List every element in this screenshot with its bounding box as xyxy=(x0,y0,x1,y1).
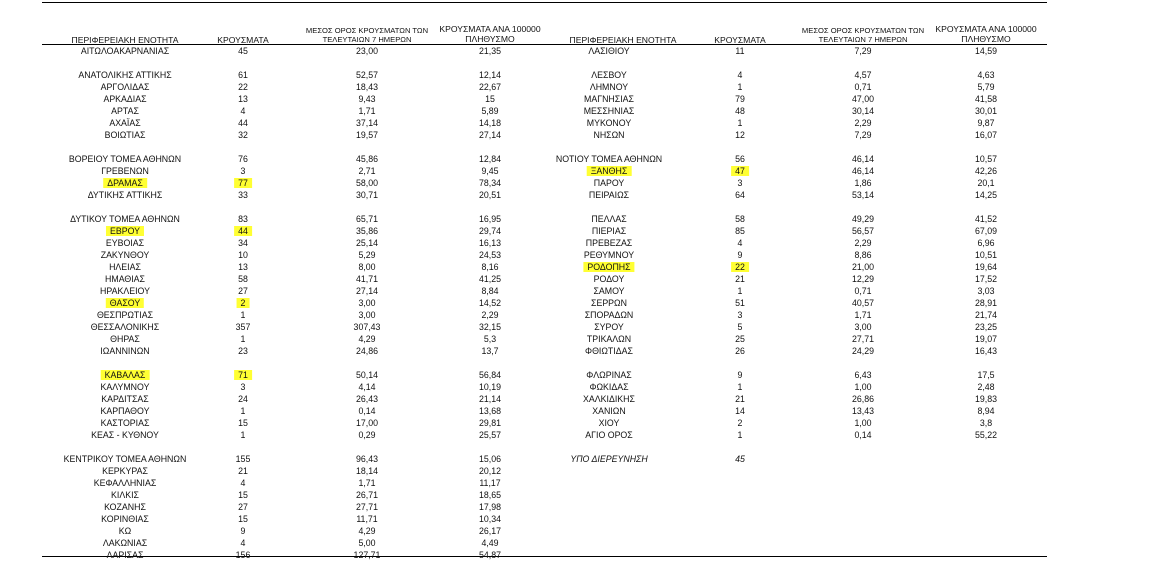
per100k-value: 20,1 xyxy=(977,178,995,188)
header-per100k-right: ΚΡΟΥΣΜΑΤΑ ΑΝΑ 100000 ΠΛΗΘΥΣΜΟ xyxy=(935,24,1037,44)
region-name: ΙΩΑΝΝΙΝΩΝ xyxy=(100,346,150,356)
cases-value: 58 xyxy=(238,274,248,284)
region-name: ΗΛΕΙΑΣ xyxy=(109,262,141,272)
per100k-value: 17,52 xyxy=(974,274,998,284)
avg7-value: 3,00 xyxy=(358,298,376,308)
region-name: ΧΙΟΥ xyxy=(598,418,620,428)
cases-value: 10 xyxy=(238,250,248,260)
cases-value: 3 xyxy=(240,166,246,176)
avg7-value: 4,57 xyxy=(854,70,872,80)
region-name: ΔΡΑΜΑΣ xyxy=(103,178,147,189)
per100k-value: 55,22 xyxy=(974,430,998,440)
cases-value: 26 xyxy=(735,346,745,356)
region-name: ΑΡΓΟΛΙΔΑΣ xyxy=(100,82,150,92)
cases-value: 23 xyxy=(238,346,248,356)
cases-value: 27 xyxy=(238,286,248,296)
cases-value: 13 xyxy=(238,94,248,104)
header-avg7-right: ΜΕΣΟΣ ΟΡΟΣ ΚΡΟΥΣΜΑΤΩΝ ΤΩΝ ΤΕΛΕΥΤΑΙΩΝ 7 ΗΜΕΡΩΝ xyxy=(801,26,925,44)
avg7-value: 46,14 xyxy=(851,154,875,164)
per100k-value: 13,7 xyxy=(481,346,499,356)
cases-value: 1 xyxy=(737,286,743,296)
cases-value: 2 xyxy=(237,298,250,309)
avg7-value: 4,29 xyxy=(358,334,376,344)
cases-value: 1 xyxy=(240,406,246,416)
avg7-value: 1,71 xyxy=(358,106,376,116)
cases-value: 58 xyxy=(735,214,745,224)
region-name: ΕΥΒΟΙΑΣ xyxy=(105,238,145,248)
region-name: ΚΟΖΑΝΗΣ xyxy=(104,502,146,512)
cases-value: 64 xyxy=(735,190,745,200)
per100k-value: 30,01 xyxy=(974,106,998,116)
region-name: ΠΡΕΒΕΖΑΣ xyxy=(585,238,633,248)
avg7-value: 5,00 xyxy=(358,538,376,548)
avg7-value: 26,43 xyxy=(355,394,379,404)
region-name: ΚΕΡΚΥΡΑΣ xyxy=(102,466,148,476)
avg7-value: 35,86 xyxy=(355,226,379,236)
region-name: ΚΩ xyxy=(118,526,132,536)
per100k-value: 11,17 xyxy=(479,478,501,488)
per100k-value: 9,45 xyxy=(481,166,499,176)
region-name: ΞΑΝΘΗΣ xyxy=(587,166,632,177)
avg7-value: 3,00 xyxy=(358,310,376,320)
region-name: ΓΡΕΒΕΝΩΝ xyxy=(101,166,149,176)
cases-value: 4 xyxy=(240,538,246,548)
per100k-value: 41,52 xyxy=(974,214,998,224)
region-name: ΖΑΚΥΝΘΟΥ xyxy=(100,250,150,260)
header-region-right: ΠΕΡΙΦΕΡΕΙΑΚΗ ΕΝΟΤΗΤΑ xyxy=(569,35,677,45)
region-name: ΚΑΣΤΟΡΙΑΣ xyxy=(100,418,150,428)
avg7-value: 4,14 xyxy=(358,382,376,392)
avg7-value: 24,86 xyxy=(355,346,379,356)
region-name: ΘΑΣΟΥ xyxy=(106,298,144,309)
cases-value: 48 xyxy=(735,106,745,116)
cases-value: 47 xyxy=(731,166,749,177)
per100k-value: 78,34 xyxy=(478,178,502,188)
per100k-value: 54,87 xyxy=(478,550,502,560)
region-name: ΣΥΡΟΥ xyxy=(594,322,624,332)
cases-value: 13 xyxy=(238,262,248,272)
header-cases-right: ΚΡΟΥΣΜΑΤΑ xyxy=(714,35,766,45)
region-name: ΑΙΤΩΛΟΑΚΑΡΝΑΝΙΑΣ xyxy=(80,46,170,56)
per100k-value: 8,84 xyxy=(481,286,499,296)
per100k-value: 20,51 xyxy=(478,190,502,200)
region-name: ΑΧΑΪΑΣ xyxy=(109,118,141,128)
region-name: ΑΡΤΑΣ xyxy=(111,106,139,116)
avg7-value: 12,29 xyxy=(851,274,875,284)
cases-value: 9 xyxy=(737,250,743,260)
cases-value: 45 xyxy=(238,46,248,56)
avg7-value: 46,14 xyxy=(851,166,875,176)
avg7-value: 5,29 xyxy=(358,250,376,260)
avg7-value: 2,29 xyxy=(854,238,872,248)
cases-value: 1 xyxy=(240,310,246,320)
per100k-value: 9,87 xyxy=(977,118,995,128)
per100k-value: 19,64 xyxy=(974,262,998,272)
avg7-value: 2,71 xyxy=(358,166,376,176)
avg7-value: 0,14 xyxy=(854,430,872,440)
cases-value: 21 xyxy=(238,466,248,476)
per100k-value: 25,57 xyxy=(478,430,502,440)
per100k-value: 16,13 xyxy=(478,238,502,248)
region-name: ΚΑΡΠΑΘΟΥ xyxy=(100,406,150,416)
per100k-value: 5,3 xyxy=(483,334,497,344)
region-name: ΦΘΙΩΤΙΔΑΣ xyxy=(585,346,633,356)
cases-value: 3 xyxy=(240,382,246,392)
avg7-value: 0,29 xyxy=(358,430,376,440)
avg7-value: 52,57 xyxy=(355,70,379,80)
per100k-value: 16,07 xyxy=(974,130,998,140)
per100k-value: 12,14 xyxy=(478,70,502,80)
per100k-value: 24,53 xyxy=(478,250,502,260)
per100k-value: 2,29 xyxy=(481,310,499,320)
region-name: ΗΡΑΚΛΕΙΟΥ xyxy=(100,286,150,296)
cases-value: 34 xyxy=(238,238,248,248)
per100k-value: 32,15 xyxy=(478,322,502,332)
per100k-value: 21,14 xyxy=(478,394,502,404)
avg7-value: 4,29 xyxy=(358,526,376,536)
region-name: ΛΗΜΝΟΥ xyxy=(589,82,629,92)
avg7-value: 27,14 xyxy=(355,286,379,296)
avg7-value: 127,71 xyxy=(353,550,381,560)
cases-value: 3 xyxy=(737,178,743,188)
cases-value: 33 xyxy=(238,190,248,200)
per100k-value: 29,81 xyxy=(478,418,502,428)
per100k-value: 10,57 xyxy=(974,154,998,164)
per100k-value: 19,07 xyxy=(974,334,998,344)
per100k-value: 18,65 xyxy=(478,490,502,500)
avg7-value: 9,43 xyxy=(358,94,376,104)
cases-value: 24 xyxy=(238,394,248,404)
cases-value: 25 xyxy=(735,334,745,344)
cases-value: 61 xyxy=(238,70,248,80)
region-name: ΕΒΡΟΥ xyxy=(106,226,144,237)
cases-value: 11 xyxy=(735,46,745,56)
region-name: ΧΑΛΚΙΔΙΚΗΣ xyxy=(583,394,635,404)
avg7-value: 26,86 xyxy=(851,394,875,404)
region-name: ΒΟΡΕΙΟΥ ΤΟΜΕΑ ΑΘΗΝΩΝ xyxy=(68,154,182,164)
cases-value: 15 xyxy=(238,514,248,524)
avg7-value: 58,00 xyxy=(355,178,379,188)
cases-value: 44 xyxy=(238,118,248,128)
region-name: ΚΕΦΑΛΛΗΝΙΑΣ xyxy=(93,478,157,488)
header-avg7-left: ΜΕΣΟΣ ΟΡΟΣ ΚΡΟΥΣΜΑΤΩΝ ΤΩΝ ΤΕΛΕΥΤΑΙΩΝ 7 ΗΜΕΡΩΝ xyxy=(305,26,429,44)
region-name: ΣΕΡΡΩΝ xyxy=(591,298,627,308)
cases-value: 83 xyxy=(238,214,248,224)
avg7-value: 40,57 xyxy=(851,298,875,308)
region-name: ΣΑΜΟΥ xyxy=(593,286,625,296)
avg7-value: 1,00 xyxy=(854,382,872,392)
cases-value: 4 xyxy=(240,478,246,488)
per100k-value: 10,19 xyxy=(478,382,502,392)
header-per100k-left: ΚΡΟΥΣΜΑΤΑ ΑΝΑ 100000 ΠΛΗΘΥΣΜΟ xyxy=(439,24,541,44)
cases-value: 56 xyxy=(735,154,745,164)
avg7-value: 21,00 xyxy=(851,262,875,272)
per100k-value: 17,98 xyxy=(478,502,502,512)
per100k-value: 3,03 xyxy=(977,286,995,296)
per100k-value: 14,25 xyxy=(974,190,998,200)
region-name: ΘΗΡΑΣ xyxy=(110,334,140,344)
region-name: ΔΥΤΙΚΟΥ ΤΟΜΕΑ ΑΘΗΝΩΝ xyxy=(70,214,180,224)
region-name: ΑΓΙΟ ΟΡΟΣ xyxy=(585,430,633,440)
avg7-value: 307,43 xyxy=(353,322,381,332)
cases-value: 32 xyxy=(238,130,248,140)
region-name: ΧΑΝΙΩΝ xyxy=(592,406,626,416)
avg7-value: 37,14 xyxy=(355,118,379,128)
region-name: ΣΠΟΡΑΔΩΝ xyxy=(584,310,634,320)
avg7-value: 11,71 xyxy=(356,514,378,524)
avg7-value: 41,71 xyxy=(355,274,379,284)
per100k-value: 14,52 xyxy=(478,298,502,308)
cases-value: 71 xyxy=(234,370,252,381)
region-name: ΒΟΙΩΤΙΑΣ xyxy=(104,130,146,140)
cases-value: 14 xyxy=(735,406,745,416)
region-name: ΜΥΚΟΝΟΥ xyxy=(586,118,632,128)
region-name: ΚΕΑΣ - ΚΥΘΝΟΥ xyxy=(91,430,159,440)
per100k-value: 16,43 xyxy=(974,346,998,356)
avg7-value: 1,86 xyxy=(854,178,872,188)
per100k-value: 4,63 xyxy=(977,70,995,80)
avg7-value: 24,29 xyxy=(851,346,875,356)
per100k-value: 28,91 xyxy=(974,298,998,308)
region-name: ΝΟΤΙΟΥ ΤΟΜΕΑ ΑΘΗΝΩΝ xyxy=(555,154,663,164)
region-name: ΤΡΙΚΑΛΩΝ xyxy=(586,334,632,344)
cases-value: 51 xyxy=(735,298,745,308)
region-name: ΠΙΕΡΙΑΣ xyxy=(591,226,627,236)
per100k-value: 41,25 xyxy=(478,274,502,284)
cases-value: 44 xyxy=(234,226,252,237)
cases-value: 357 xyxy=(235,322,251,332)
avg7-value: 18,14 xyxy=(355,466,379,476)
per100k-value: 17,5 xyxy=(977,370,995,380)
per100k-value: 15 xyxy=(485,94,495,104)
per100k-value: 8,94 xyxy=(977,406,995,416)
per100k-value: 15,06 xyxy=(478,454,502,464)
cases-value: 21 xyxy=(735,274,745,284)
avg7-value: 6,43 xyxy=(854,370,872,380)
avg7-value: 53,14 xyxy=(851,190,875,200)
cases-value: 1 xyxy=(737,430,743,440)
avg7-value: 27,71 xyxy=(355,502,379,512)
cases-value: 12 xyxy=(735,130,745,140)
cases-value: 155 xyxy=(235,454,251,464)
region-name: ΜΑΓΝΗΣΙΑΣ xyxy=(584,94,634,104)
header-cases-left: ΚΡΟΥΣΜΑΤΑ xyxy=(217,35,269,45)
per100k-value: 26,17 xyxy=(478,526,502,536)
avg7-value: 23,00 xyxy=(355,46,379,56)
per100k-value: 5,89 xyxy=(481,106,499,116)
cases-value: 22 xyxy=(731,262,749,273)
avg7-value: 19,57 xyxy=(355,130,379,140)
region-name: ΥΠΟ ΔΙΕΡΕΥΝΗΣΗ xyxy=(570,454,648,464)
avg7-value: 7,29 xyxy=(854,46,872,56)
avg7-value: 7,29 xyxy=(854,130,872,140)
per100k-value: 29,74 xyxy=(478,226,502,236)
region-name: ΑΡΚΑΔΙΑΣ xyxy=(103,94,147,104)
avg7-value: 3,00 xyxy=(854,322,872,332)
region-name: ΝΗΣΩΝ xyxy=(593,130,625,140)
bottom-rule xyxy=(42,556,1047,557)
cases-value: 4 xyxy=(737,70,743,80)
region-name: ΡΟΔΟΠΗΣ xyxy=(583,262,634,273)
per100k-value: 10,51 xyxy=(974,250,998,260)
per100k-value: 42,26 xyxy=(974,166,998,176)
per100k-value: 16,95 xyxy=(478,214,502,224)
per100k-value: 56,84 xyxy=(478,370,502,380)
region-name: ΦΛΩΡΙΝΑΣ xyxy=(586,370,632,380)
avg7-value: 45,86 xyxy=(355,154,379,164)
region-name: ΚΑΡΔΙΤΣΑΣ xyxy=(101,394,149,404)
region-name: ΛΕΣΒΟΥ xyxy=(591,70,627,80)
per100k-value: 20,12 xyxy=(478,466,502,476)
region-name: ΜΕΣΣΗΝΙΑΣ xyxy=(583,106,635,116)
avg7-value: 25,14 xyxy=(355,238,379,248)
cases-value: 9 xyxy=(240,526,246,536)
per100k-value: 27,14 xyxy=(478,130,502,140)
per100k-value: 14,59 xyxy=(974,46,998,56)
region-name: ΠΕΙΡΑΙΩΣ xyxy=(588,190,630,200)
region-name: ΛΑΡΙΣΑΣ xyxy=(106,550,144,560)
region-name: ΚΕΝΤΡΙΚΟΥ ΤΟΜΕΑ ΑΘΗΝΩΝ xyxy=(63,454,187,464)
per100k-value: 12,84 xyxy=(478,154,502,164)
cases-value: 1 xyxy=(737,382,743,392)
cases-value: 1 xyxy=(240,430,246,440)
avg7-value: 30,71 xyxy=(355,190,379,200)
region-name: ΡΟΔΟΥ xyxy=(593,274,625,284)
cases-value: 2 xyxy=(737,418,743,428)
per100k-value: 2,48 xyxy=(977,382,995,392)
avg7-value: 56,57 xyxy=(851,226,875,236)
header-region-left: ΠΕΡΙΦΕΡΕΙΑΚΗ ΕΝΟΤΗΤΑ xyxy=(71,35,179,45)
avg7-value: 1,71 xyxy=(854,310,872,320)
region-name: ΦΩΚΙΔΑΣ xyxy=(589,382,629,392)
avg7-value: 17,00 xyxy=(355,418,379,428)
region-name: ΚΑΛΥΜΝΟΥ xyxy=(100,382,150,392)
per100k-value: 23,25 xyxy=(974,322,998,332)
cases-value: 4 xyxy=(240,106,246,116)
region-name: ΛΑΚΩΝΙΑΣ xyxy=(102,538,148,548)
avg7-value: 0,14 xyxy=(358,406,376,416)
per100k-value: 21,74 xyxy=(974,310,998,320)
avg7-value: 8,00 xyxy=(358,262,376,272)
avg7-value: 30,14 xyxy=(851,106,875,116)
avg7-value: 1,00 xyxy=(854,418,872,428)
per100k-value: 3,8 xyxy=(979,418,993,428)
per100k-value: 22,67 xyxy=(478,82,502,92)
cases-value: 1 xyxy=(737,118,743,128)
cases-value: 4 xyxy=(737,238,743,248)
per100k-value: 13,68 xyxy=(478,406,502,416)
region-name: ΠΕΛΛΑΣ xyxy=(591,214,627,224)
avg7-value: 18,43 xyxy=(355,82,379,92)
region-name: ΗΜΑΘΙΑΣ xyxy=(105,274,145,284)
region-name: ΑΝΑΤΟΛΙΚΗΣ ΑΤΤΙΚΗΣ xyxy=(78,70,172,80)
avg7-value: 96,43 xyxy=(355,454,379,464)
avg7-value: 50,14 xyxy=(355,370,379,380)
avg7-value: 8,86 xyxy=(854,250,872,260)
avg7-value: 27,71 xyxy=(851,334,875,344)
cases-value: 156 xyxy=(235,550,251,560)
region-name: ΚΑΒΑΛΑΣ xyxy=(101,370,150,381)
avg7-value: 0,71 xyxy=(854,286,872,296)
region-name: ΛΑΣΙΘΙΟΥ xyxy=(588,46,630,56)
per100k-value: 67,09 xyxy=(974,226,998,236)
per100k-value: 10,34 xyxy=(478,514,502,524)
avg7-value: 65,71 xyxy=(355,214,379,224)
cases-value: 45 xyxy=(735,454,745,464)
cases-value: 5 xyxy=(737,322,743,332)
cases-value: 1 xyxy=(240,334,246,344)
avg7-value: 1,71 xyxy=(358,478,376,488)
cases-value: 15 xyxy=(238,418,248,428)
per100k-value: 14,18 xyxy=(478,118,502,128)
cases-value: 22 xyxy=(238,82,248,92)
cases-value: 76 xyxy=(238,154,248,164)
per100k-value: 4,49 xyxy=(481,538,499,548)
per100k-value: 41,58 xyxy=(974,94,998,104)
per100k-value: 19,83 xyxy=(974,394,998,404)
per100k-value: 8,16 xyxy=(481,262,499,272)
cases-value: 3 xyxy=(737,310,743,320)
cases-value: 79 xyxy=(735,94,745,104)
cases-value: 85 xyxy=(735,226,745,236)
cases-value: 15 xyxy=(238,490,248,500)
avg7-value: 2,29 xyxy=(854,118,872,128)
region-name: ΔΥΤΙΚΗΣ ΑΤΤΙΚΗΣ xyxy=(87,190,163,200)
avg7-value: 13,43 xyxy=(851,406,875,416)
avg7-value: 26,71 xyxy=(355,490,379,500)
avg7-value: 47,00 xyxy=(851,94,875,104)
per100k-value: 21,35 xyxy=(478,46,502,56)
per100k-value: 5,79 xyxy=(977,82,995,92)
region-name: ΘΕΣΣΑΛΟΝΙΚΗΣ xyxy=(90,322,160,332)
avg7-value: 49,29 xyxy=(851,214,875,224)
region-name: ΘΕΣΠΡΩΤΙΑΣ xyxy=(96,310,154,320)
cases-value: 27 xyxy=(238,502,248,512)
cases-value: 77 xyxy=(234,178,252,189)
header-rule xyxy=(42,44,1047,45)
region-name: ΚΙΛΚΙΣ xyxy=(111,490,139,500)
cases-value: 21 xyxy=(735,394,745,404)
region-name: ΡΕΘΥΜΝΟΥ xyxy=(583,250,635,260)
cases-value: 9 xyxy=(737,370,743,380)
avg7-value: 0,71 xyxy=(854,82,872,92)
top-rule xyxy=(42,2,1047,3)
cases-value: 1 xyxy=(737,82,743,92)
region-name: ΚΟΡΙΝΘΙΑΣ xyxy=(101,514,149,524)
region-name: ΠΑΡΟΥ xyxy=(593,178,625,188)
per100k-value: 6,96 xyxy=(977,238,995,248)
